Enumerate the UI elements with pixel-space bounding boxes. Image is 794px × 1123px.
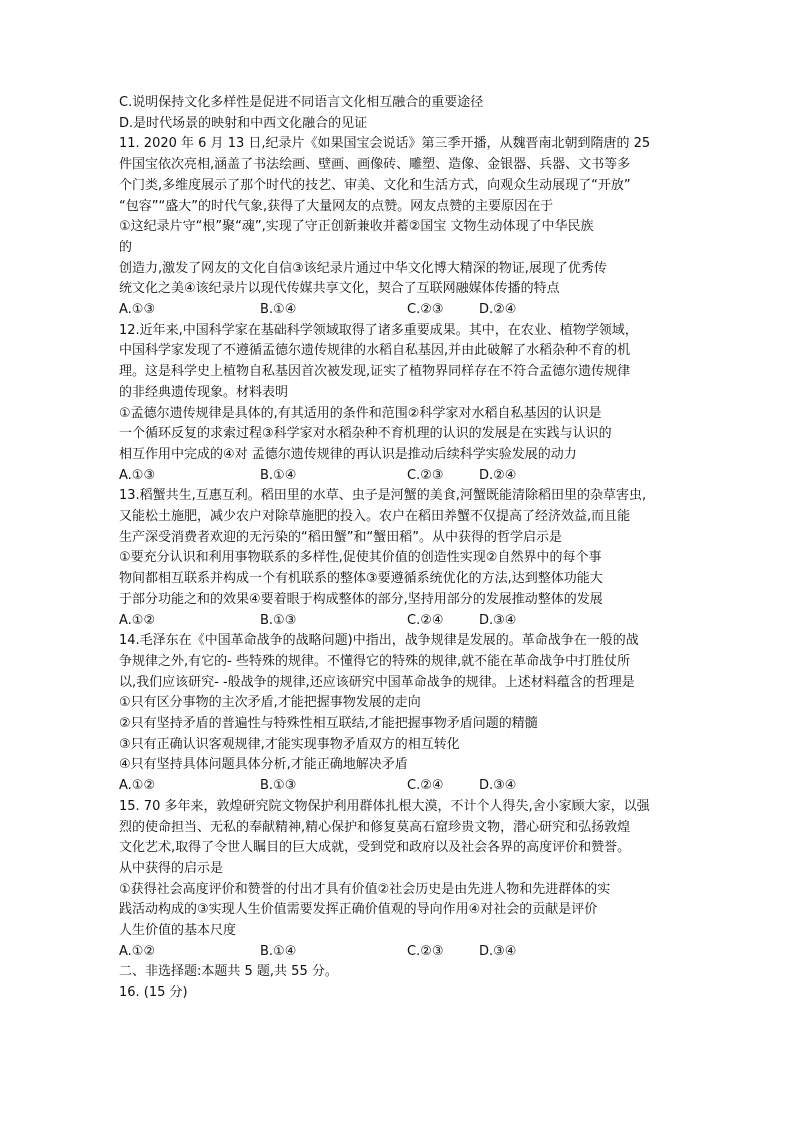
text-line: 的 bbox=[119, 239, 133, 255]
text-line: 从中获得的启示是 bbox=[119, 860, 224, 876]
answer-option: D.③④ bbox=[479, 943, 517, 959]
text-line: ①孟德尔遗传规律是具体的,有其适用的条件和范围②科学家对水稻自私基因的认识是 bbox=[119, 405, 602, 421]
exam-content bbox=[119, 93, 689, 1004]
text-line: “包容”“盛大”的时代气象,获得了大量网友的点赞。网友点赞的主要原因在于 bbox=[119, 198, 554, 214]
text-line: 创造力,激发了网友的文化自信③该纪录片通过中华文化博大精深的物证,展现了优秀传 bbox=[119, 260, 607, 276]
answer-option: D.③④ bbox=[479, 778, 517, 794]
text-line: 人生价值的基本尺度 bbox=[119, 923, 237, 939]
answer-option: B.①④ bbox=[260, 302, 297, 318]
answer-option: B.①④ bbox=[260, 943, 297, 959]
answer-options-row bbox=[119, 300, 689, 321]
text-line: 一个循环反复的求索过程③科学家对水稻杂种不育机理的认识的发展是在实践与认识的 bbox=[119, 426, 612, 442]
answer-options-row bbox=[119, 942, 689, 963]
text-line: 件国宝依次亮相,涵盖了书法绘画、壁画、画像砖、雕塑、造像、金银器、兵器、文书等多 bbox=[119, 157, 631, 173]
answer-options-row bbox=[119, 611, 689, 632]
text-line: ①要充分认识和利用事物联系的多样性,促使其价值的创造性实现②自然界中的每个事 bbox=[119, 550, 602, 566]
text-line: 烈的使命担当、无私的奉献精神,精心保护和修复莫高石窟珍贵文物，潜心研究和弘扬敦煌 bbox=[119, 819, 631, 835]
text-line: ①获得社会高度评价和赞誉的付出才具有价值②社会历史是由先进人物和先进群体的实 bbox=[119, 881, 611, 897]
answer-option: B.①③ bbox=[260, 612, 297, 628]
answer-option: D.②④ bbox=[479, 302, 517, 318]
text-line: 于部分功能之和的效果④要着眼于构成整体的部分,坚持用部分的发展推动整体的发展 bbox=[119, 591, 603, 607]
text-line: 12.近年来,中国科学家在基础科学领域取得了诸多重要成果。其中，在农业、植物学领域， bbox=[119, 322, 638, 338]
text-line: 11. 2020 年 6 月 13 日,纪录片《如果国宝会说话》第三季开播，从魏晋南北朝到隋唐的 25 bbox=[119, 136, 651, 152]
answer-option: A.①② bbox=[119, 943, 156, 959]
text-line: 16. (15 分) bbox=[119, 985, 188, 1001]
text-line: ②只有坚持矛盾的普遍性与特殊性相互联结,才能把握事物矛盾问题的精髓 bbox=[119, 716, 538, 732]
text-line: 个门类,多维度展示了那个时代的技艺、审美、文化和生活方式，向观众生动展现了“开放” bbox=[119, 177, 631, 193]
text-line: 文化艺术,取得了令世人瞩目的巨大成就，受到党和政府以及社会各界的高度评价和赞誉。 bbox=[119, 840, 631, 856]
answer-option: C.②③ bbox=[407, 943, 444, 959]
text-line: 争规律之外,有它的- 些特殊的规律。不懂得它的特殊的规律,就不能在革命战争中打胜仗所 bbox=[119, 653, 631, 669]
text-line: 二、非选择题:本题共 5 题,共 55 分。 bbox=[119, 964, 338, 980]
text-line: 物间都相互联系并构成一个有机联系的整体③要遵循系统优化的方法,达到整体功能大 bbox=[119, 571, 603, 587]
text-line: 以,我们应该研究- -般战争的规律,还应该研究中国革命战争的规律。上述材料蕴含的哲理是 bbox=[119, 674, 635, 690]
text-line: 统文化之美④该纪录片以现代传媒共享文化，契合了互联网融媒体传播的特点 bbox=[119, 281, 560, 297]
answer-option: D.③④ bbox=[479, 612, 517, 628]
answer-option: B.①③ bbox=[260, 778, 297, 794]
answer-option: C.②③ bbox=[407, 467, 444, 483]
answer-option: D.②④ bbox=[479, 467, 517, 483]
text-line: 又能松土施肥，减少农户对除草施肥的投入。农户在稻田养蟹不仅提高了经济效益,而且能 bbox=[119, 509, 631, 525]
text-line: 生产深受消费者欢迎的无污染的“稻田蟹”和“蟹田稻”。从中获得的哲学启示是 bbox=[119, 529, 562, 545]
answer-option: B.①④ bbox=[260, 467, 297, 483]
text-line: 理。这是科学史上植物自私基因首次被发现,证实了植物界同样存在不符合孟德尔遗传规律 bbox=[119, 364, 631, 380]
text-line: 14.毛泽东在《中国革命战争的战略问题)中指出，战争规律是发展的。革命战争在一般的战 bbox=[119, 633, 639, 649]
answer-option: C.②④ bbox=[407, 612, 444, 628]
answer-option: A.①③ bbox=[119, 302, 156, 318]
answer-option: C.②④ bbox=[407, 778, 444, 794]
answer-option: C.②③ bbox=[407, 302, 444, 318]
text-line: 13.稻蟹共生,互惠互利。稻田里的水草、虫子是河蟹的美食,河蟹既能清除稻田里的杂草害虫, bbox=[119, 488, 647, 504]
text-line: 中国科学家发现了不遵循孟德尔遗传规律的水稻自私基因,并由此破解了水稻杂种不育的机 bbox=[119, 343, 631, 359]
text-line: 的非经典遗传现象。材料表明 bbox=[119, 384, 289, 400]
text-line: ①只有区分事物的主次矛盾,才能把握事物发展的走向 bbox=[119, 695, 421, 711]
answer-options-row bbox=[119, 776, 689, 797]
text-line: ①这纪录片守“根”聚“魂”,实现了守正创新兼收并蓄②国宝 文物生动体现了中华民族 bbox=[119, 219, 594, 235]
text-line: 15. 70 多年来，敦煌研究院文物保护利用群体扎根大漠，不计个人得失,舍小家顾大家，以强 bbox=[119, 798, 650, 814]
text-line: 相互作用中完成的④对 孟德尔遗传规律的再认识是推动后续科学实验发展的动力 bbox=[119, 446, 577, 462]
text-line: D.是时代场景的映射和中西文化融合的见证 bbox=[119, 115, 368, 131]
answer-option: A.①③ bbox=[119, 467, 156, 483]
text-line: ④只有坚持具体问题具体分析,才能正确地解决矛盾 bbox=[119, 757, 408, 773]
text-line: C.说明保持文化多样性是促进不同语言文化相互融合的重要途径 bbox=[119, 95, 484, 110]
text-line: ③只有正确认识客观规律,才能实现事物矛盾双方的相互转化 bbox=[119, 736, 460, 752]
answer-option: A.①② bbox=[119, 778, 156, 794]
answer-option: A.①② bbox=[119, 612, 156, 628]
answer-options-row bbox=[119, 466, 689, 487]
text-line: 践活动构成的③实现人生价值需要发挥正确价值观的导向作用④对社会的贡献是评价 bbox=[119, 902, 598, 918]
